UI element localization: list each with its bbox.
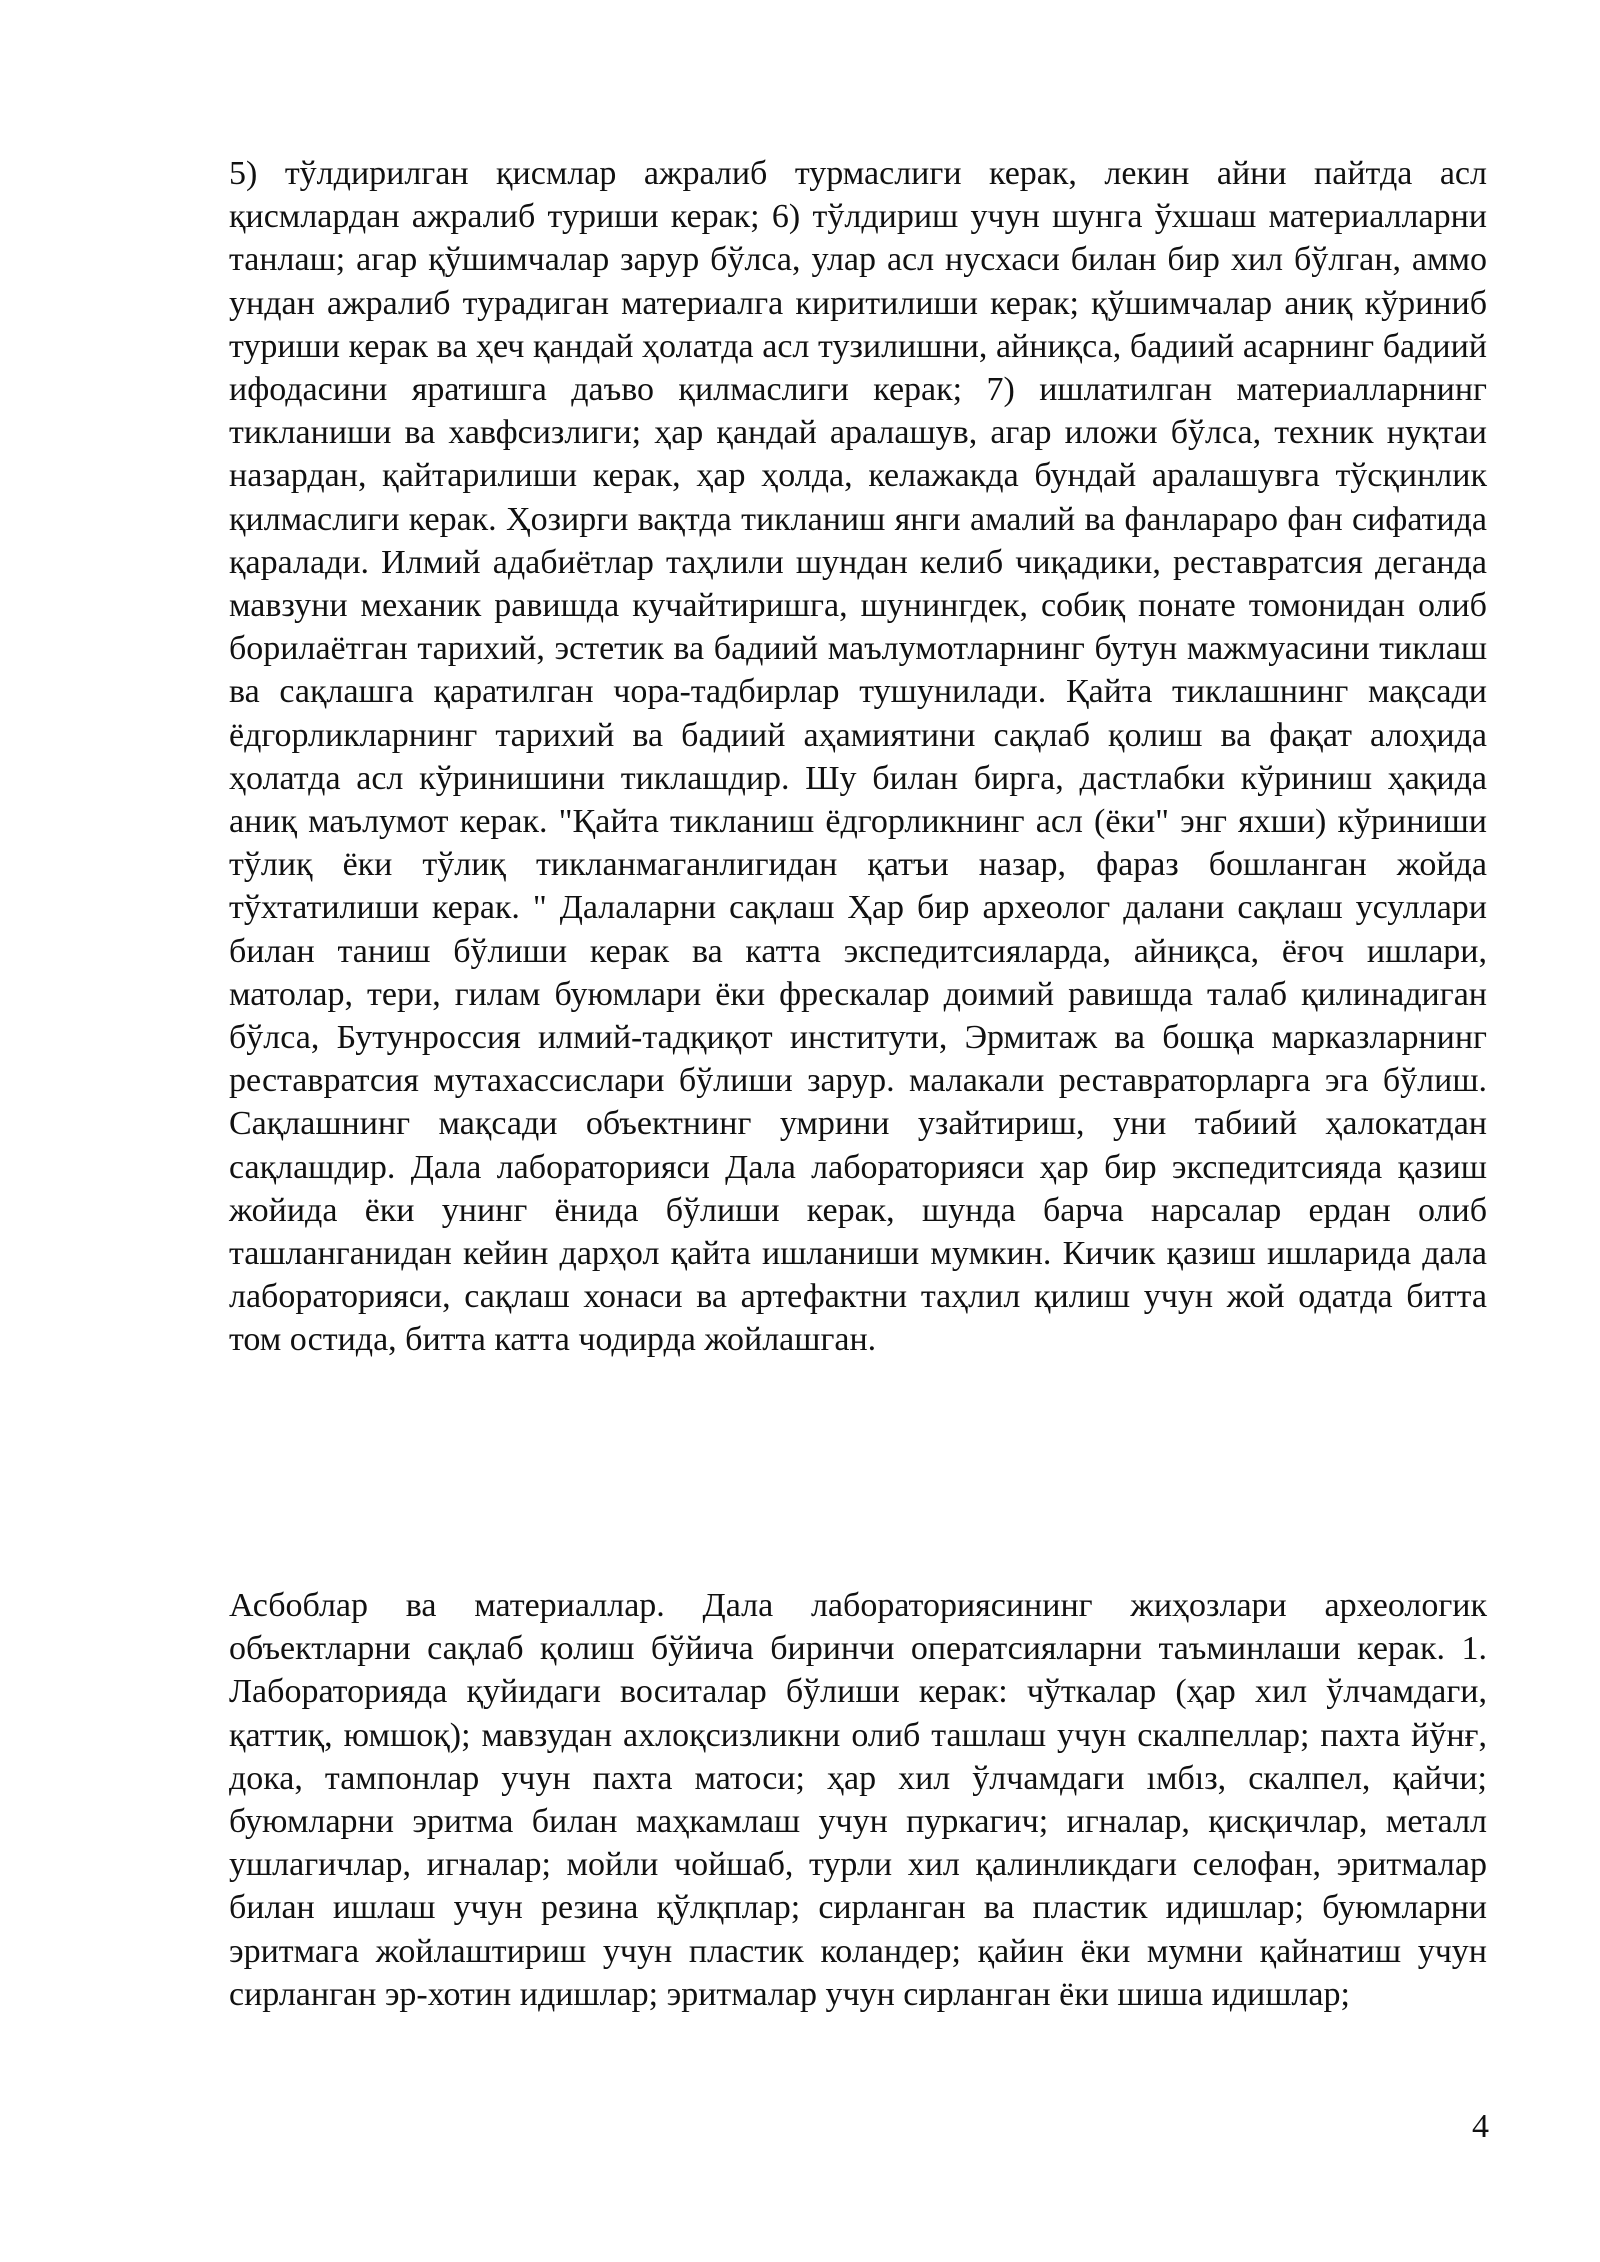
body-paragraph-2: Асбоблар ва материаллар. Дала лабораториясининг жиҳозлари археологик объектларни сақлаб қолиш бўйича биринчи оператсияларни таъминлаши керак. 1. Лабораторияда қуйидаги воситалар бўлиши керак: чўткалар (ҳар хил ўлчамдаги, қаттиқ, юмшоқ); мавзудан ахлоқсизликни олиб ташлаш учун скалпеллар; пахта йўнғ, дока, тампонлар учун пахта матоси; ҳар хил ўлчамдаги ıмбıз, скалпел, қайчи; буюмларни эритма билан маҳкамлаш учун пуркагич; игналар, қисқичлар, металл ушлагичлар, игналар; мойли чойшаб, турли хил қалинликдаги селофан, эритмалар билан ишлаш учун резина қўлқплар; сирланган ва пластик идишлар; буюмларни эритмага жойлаштириш учун пластик коландер; қайин ёки мумни қайнатиш учун сирланган эр-хотин идишлар; эритмалар учун сирланган ёки шиша идишлар; xyxy=(229,1587,1487,2013)
page-number: 4 xyxy=(1472,2108,1489,2145)
body-paragraph-1: 5) тўлдирилган қисмлар ажралиб турмаслиги керак, лекин айни пайтда асл қисмлардан ажралиб туриши керак; 6) тўлдириш учун шунга ўхшаш материалларни танлаш; агар қўшимчалар зарур бўлса, улар асл нусхаси билан бир хил бўлган, аммо ундан ажралиб турадиган материалга киритилиши керак; қўшимчалар аниқ кўриниб туриши керак ва ҳеч қандай ҳолатда асл тузилишни, айниқса, бадиий асарнинг бадиий ифодасини яратишга даъво қилмаслиги керак; 7) ишлатилган материалларнинг тикланиши ва хавфсизлиги; ҳар қандай аралашув, агар иложи бўлса, техник нуқтаи назардан, қайтарилиши керак, ҳар ҳолда, келажакда бундай аралашувга тўсқинлик қилмаслиги керак. Ҳозирги вақтда тикланиш янги амалий ва фанлараро фан сифатида қаралади. Илмий адабиётлар таҳлили шундан келиб чиқадики, реставратсия деганда мавзуни механик равишда кучайтиришга, шунингдек, собиқ понате томонидан олиб борилаётган тарихий, эстетик ва бадиий маълумотларнинг бутун мажмуасини тиклаш ва сақлашга қаратилган чора-тадбирлар тушунилади. Қайта тиклашнинг мақсади ёдгорликларнинг тарихий ва бадиий аҳамиятини сақлаб қолиш ва фақат алоҳида ҳолатда асл кўринишини тиклашдир. Шу билан бирга, дастлабки кўриниш ҳақида аниқ маълумот керак. "Қайта тикланиш ёдгорликнинг асл (ёки" энг яхши) кўриниши тўлиқ ёки тўлиқ тикланмаганлигидан қатъи назар, фараз бошланган жойда тўхтатилиши керак. " Далаларни сақлаш Ҳар бир археолог далани сақлаш усуллари билан таниш бўлиши керак ва катта экспедитсияларда, айниқса, ёғоч ишлари, матолар, тери, гилам буюмлари ёки фрескалар доимий равишда талаб қилинадиган бўлса, Бутунроссия илмий-тадқиқот институти, Эрмитаж ва бошқа марказларнинг реставратсия мутахассислари бўлиши зарур. малакали реставраторларга эга бўлиш. Сақлашнинг мақсади объектнинг умрини узайтириш, уни табиий ҳалокатдан сақлашдир. Дала лабораторияси Дала лабораторияси ҳар бир экспедитсияда қазиш жойида ёки унинг ёнида бўлиши керак, шунда барча нарсалар ердан олиб ташланганидан кейин дарҳол қайта ишланиши мумкин. Кичик қазиш ишларида дала лабораторияси, сақлаш хонаси ва артефактни таҳлил қилиш учун жой одатда битта том остида, битта катта чодирда жойлашган. xyxy=(229,155,1487,1359)
